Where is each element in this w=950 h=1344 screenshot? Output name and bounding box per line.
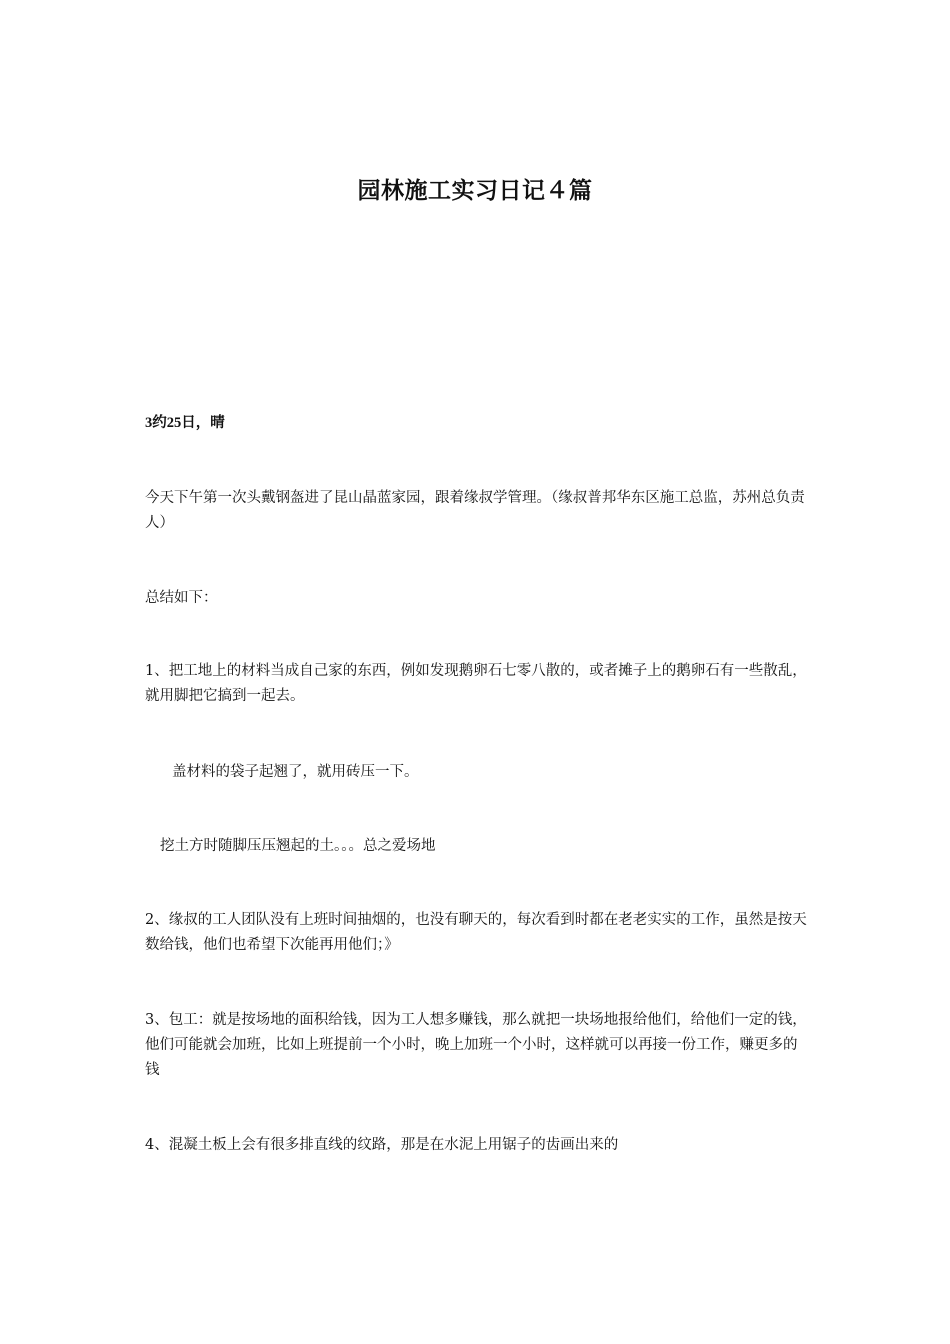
paragraph: 挖土方时随脚压压翘起的土。。。总之爱场地 xyxy=(160,838,436,854)
paragraph: 盖材料的袋子起翘了，就用砖压一下。 xyxy=(172,764,419,780)
paragraph: 3、包工：就是按场地的面积给钱，因为工人想多赚钱，那么就把一块场地报给他们，给他们一定的钱，他们可能就会加班，比如上班提前一个小时，晚上加班一个小时，这样就可以再接一份工作，赚更多的钱 xyxy=(145,1012,807,1078)
paragraph: 4、混凝土板上会有很多排直线的纹路，那是在水泥上用锯子的齿画出来的 xyxy=(145,1137,619,1153)
paragraph: 1、把工地上的材料当成自己家的东西，例如发现鹅卵石七零八散的，或者摊子上的鹅卵石有一些散乱，就用脚把它搞到一起去。 xyxy=(145,663,807,704)
paragraph: 今天下午第一次头戴钢盔进了昆山晶蓝家园，跟着缘叔学管理。（缘叔普邦华东区施工总监，苏州总负责人） xyxy=(145,490,805,531)
paragraph: 2、缘叔的工人团队没有上班时间抽烟的，也没有聊天的，每次看到时都在老老实实的工作，虽然是按天数给钱，他们也希望下次能再用他们；》 xyxy=(145,912,807,953)
date-line: 3约25日，晴 xyxy=(145,415,225,431)
paragraph: 总结如下： xyxy=(145,590,218,606)
document-title: 园林施工实习日记４篇 xyxy=(357,178,593,204)
